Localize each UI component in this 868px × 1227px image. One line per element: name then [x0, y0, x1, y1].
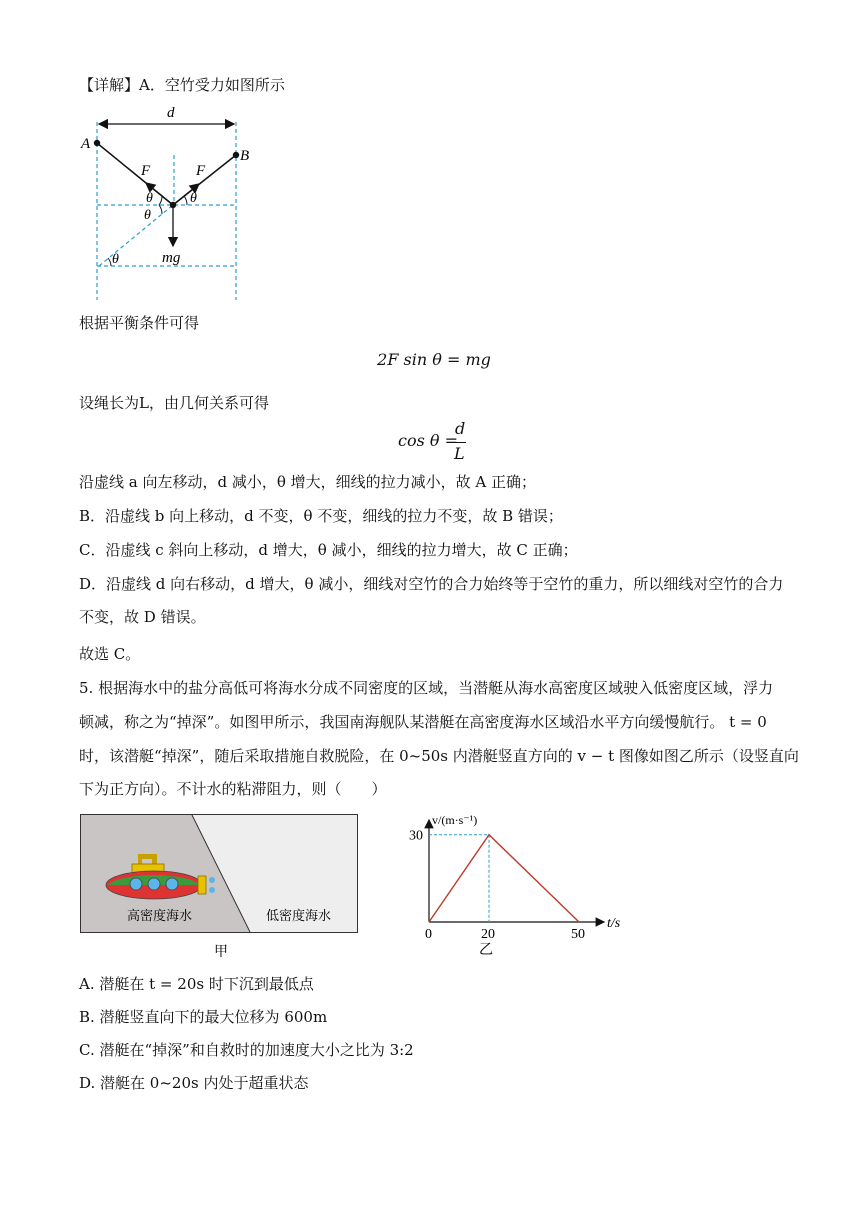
caption-yi: 乙 — [479, 943, 493, 958]
caption-jia: 甲 — [214, 945, 228, 960]
series-line — [429, 835, 579, 922]
analysis-c: C．沿虚线 c 斜向上移动，d 增大，θ 减小，细线的拉力增大，故 C 正确； — [79, 541, 578, 559]
option-d: D. 潜艇在 0~20s 内处于超重状态 — [79, 1074, 309, 1092]
balance-line: 根据平衡条件可得 — [79, 314, 200, 332]
question-line-1: 5. 根据海水中的盐分高低可将海水分成不同密度的区域，当潜艇从海水高密度区域驶入低密度区域，浮力 — [79, 679, 774, 697]
label-high-density: 高密度海水 — [127, 909, 193, 924]
x-tick-label: 20 — [481, 927, 495, 942]
figure-jia — [80, 814, 360, 962]
equation-2-denominator: L — [454, 444, 465, 463]
question-line-2: 顿减，称之为“掉深”。如图甲所示，我国南海舰队某潜艇在高密度海水区域沿水平方向缓慢航行。 t = 0 — [79, 713, 767, 731]
label-theta-1: θ — [146, 191, 153, 206]
label-theta-2: θ — [144, 208, 151, 223]
fraction-bar — [452, 442, 466, 443]
option-b: B. 潜艇竖直向下的最大位移为 600m — [79, 1008, 328, 1026]
x-tick-label: 0 — [425, 927, 432, 942]
label-mg: mg — [162, 250, 181, 266]
rope-line: 设绳长为L，由几何关系可得 — [79, 394, 269, 412]
label-B: B — [240, 148, 250, 164]
question-line-3: 时，该潜艇“掉深”，随后采取措施自救脱险，在 0~50s 内潜艇竖直方向的 v − t 图像如图乙所示（设竖直向 — [79, 747, 799, 765]
question-line-4: 下为正方向）。不计水的粘滞阻力，则（ ） — [79, 780, 387, 798]
analysis-d-1: D．沿虚线 d 向右移动，d 增大，θ 减小，细线对空竹的合力始终等于空竹的重力，所以细线对空竹的合力 — [79, 575, 784, 593]
label-A: A — [81, 136, 91, 152]
answer-choice: 故选 C。 — [79, 645, 141, 663]
analysis-d-2: 不变，故 D 错误。 — [79, 608, 206, 626]
option-a: A. 潜艇在 t = 20s 时下沉到最低点 — [79, 975, 314, 993]
x-axis-label: t/s — [607, 916, 621, 931]
label-theta-3: θ — [190, 191, 197, 206]
label-d: d — [167, 105, 175, 121]
analysis-a: 沿虚线 a 向左移动，d 减小，θ 增大，细线的拉力减小，故 A 正确； — [79, 473, 537, 491]
detail-header: 【详解】A．空竹受力如图所示 — [79, 76, 285, 94]
x-tick-label: 50 — [571, 927, 585, 942]
option-c: C. 潜艇在“掉深”和自救时的加速度大小之比为 3:2 — [79, 1041, 414, 1059]
label-theta-4: θ — [112, 252, 119, 267]
force-diagram — [78, 100, 258, 305]
equation-2-lhs: cos θ = — [398, 431, 459, 450]
figure-yi-chart — [405, 813, 621, 964]
y-tick-label: 30 — [409, 828, 423, 844]
equation-1: 2F sin θ = mg — [377, 350, 491, 369]
label-F-right: F — [196, 163, 206, 179]
label-low-density: 低密度海水 — [266, 909, 332, 924]
analysis-b: B．沿虚线 b 向上移动，d 不变，θ 不变，细线的拉力不变，故 B 错误； — [79, 507, 563, 525]
y-axis-label: v/(m·s⁻¹) — [432, 813, 478, 827]
label-F-left: F — [141, 163, 151, 179]
equation-2 — [398, 419, 488, 465]
equation-2-numerator: d — [455, 419, 466, 438]
